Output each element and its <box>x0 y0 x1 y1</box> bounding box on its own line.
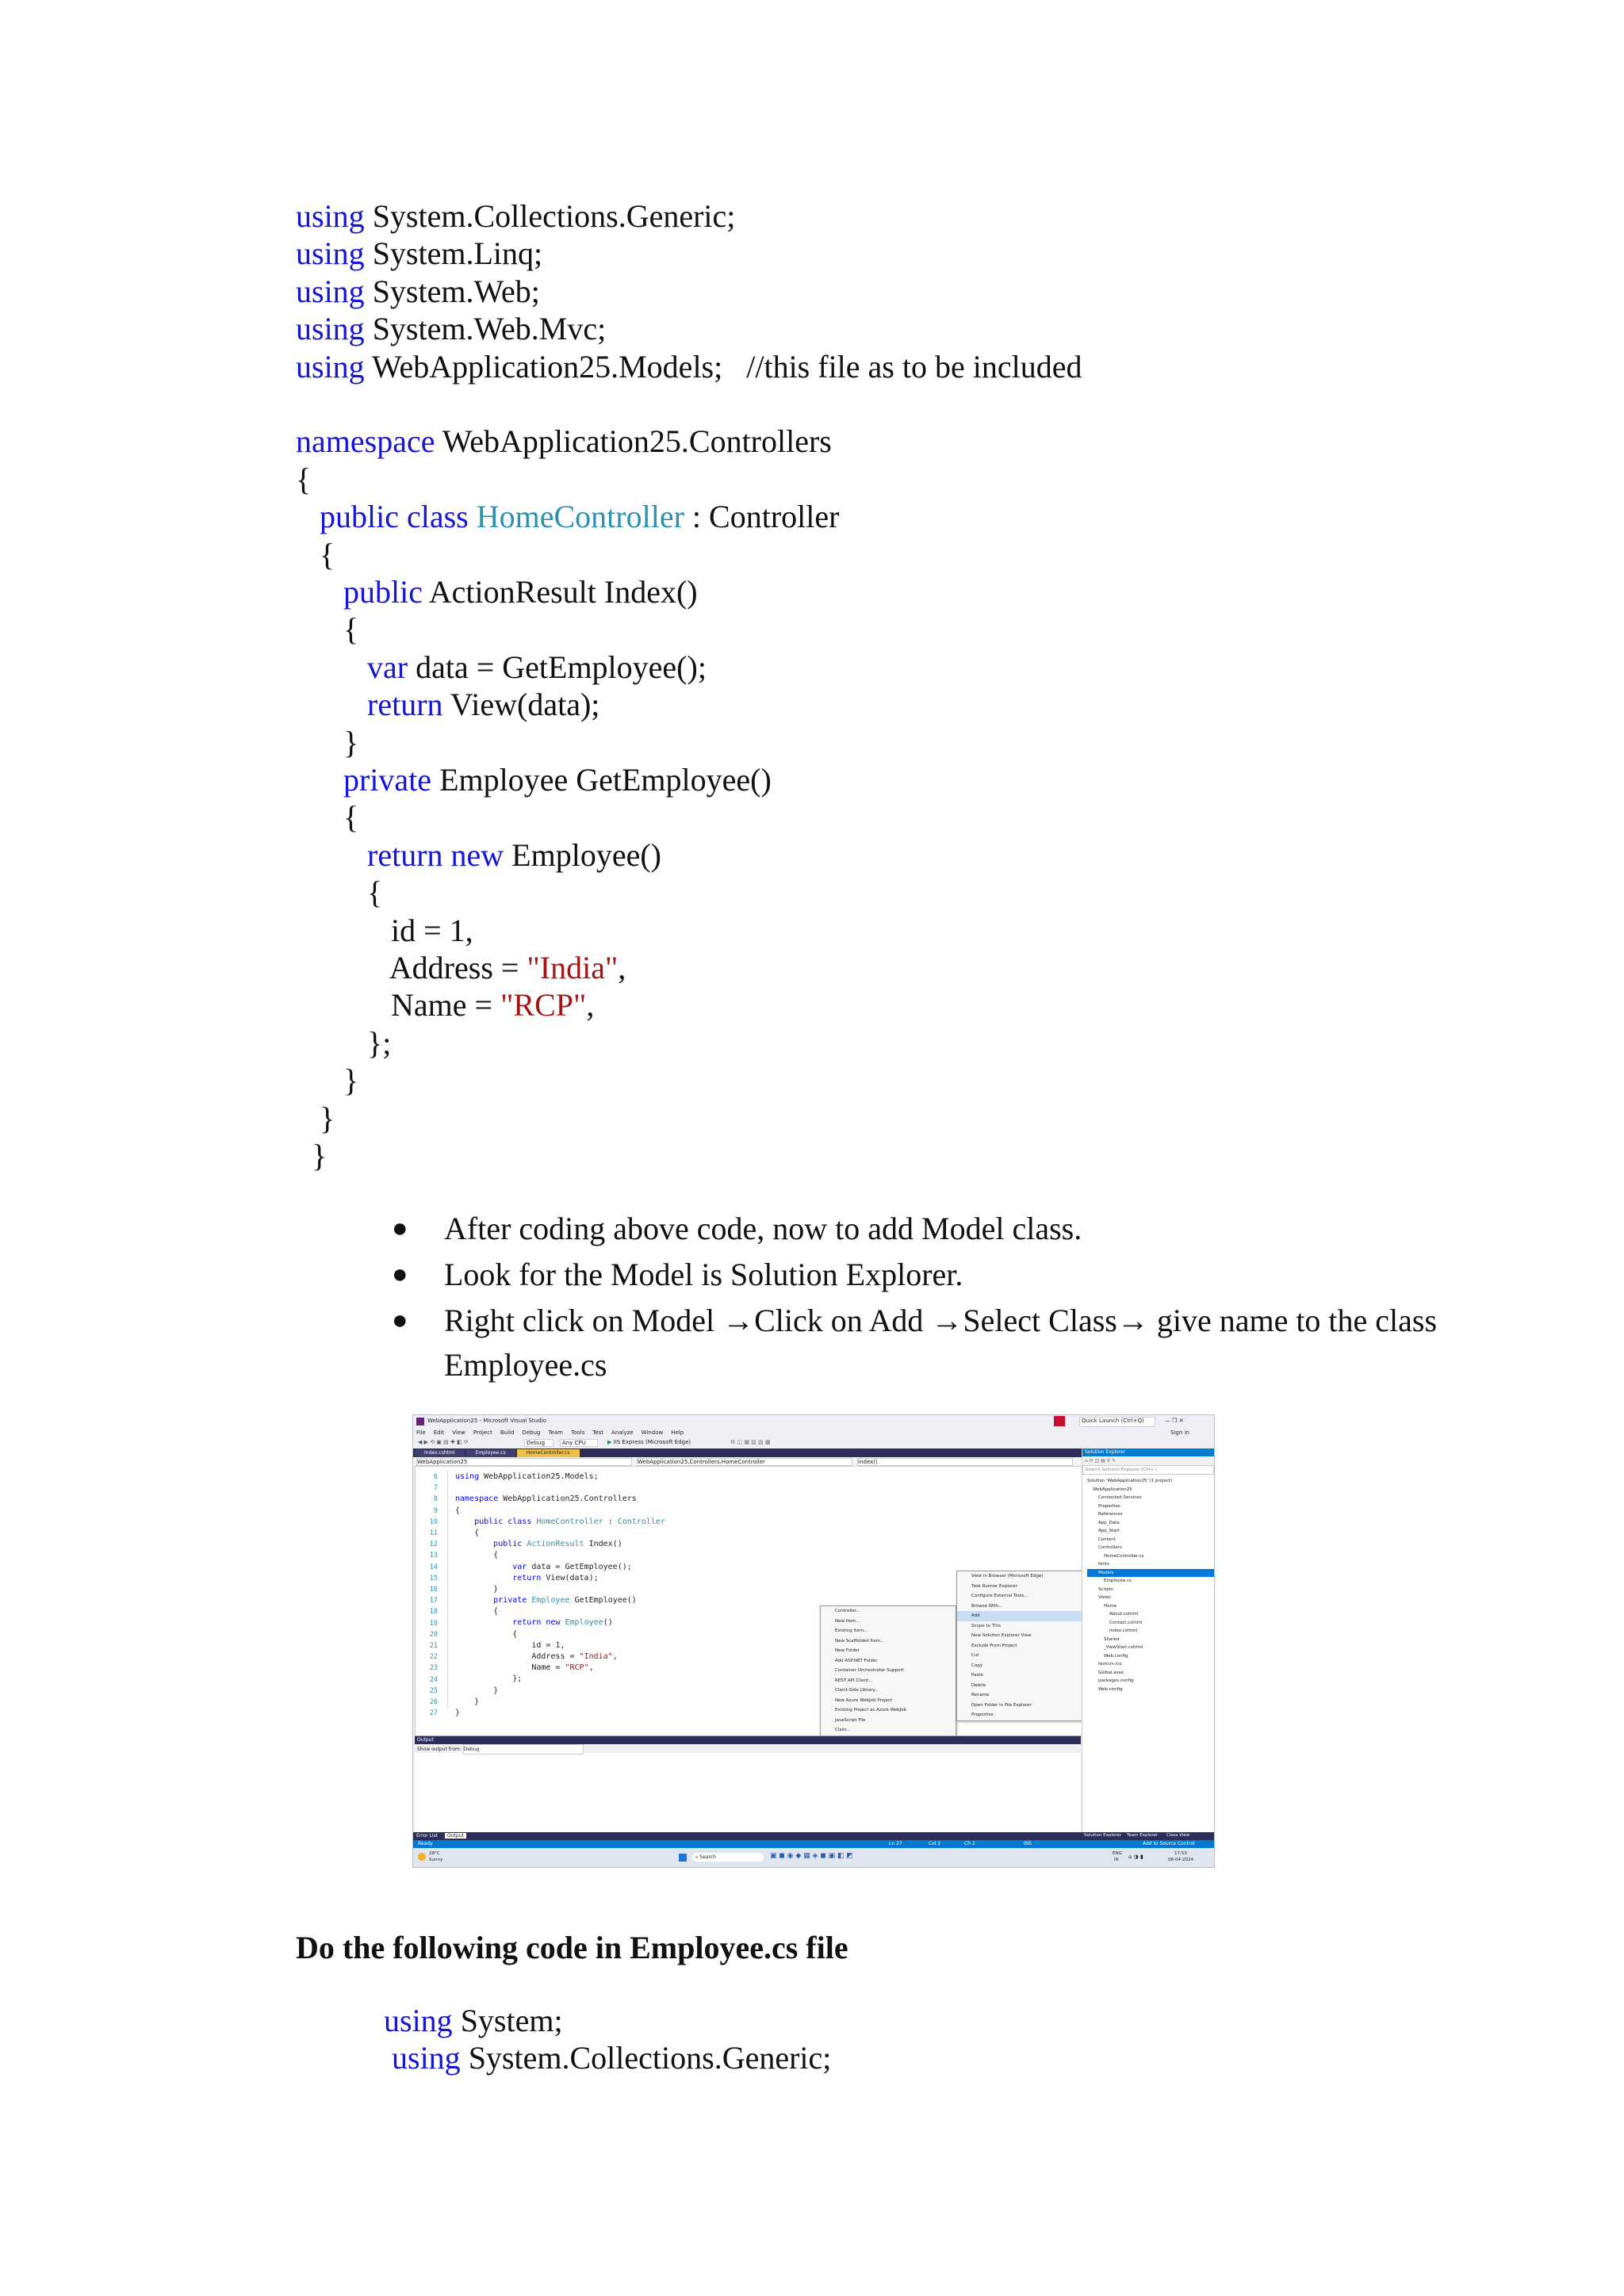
code-keyword: new <box>450 836 504 873</box>
tab-team-explorer[interactable]: Team Explorer <box>1127 1833 1159 1838</box>
code-keyword: private <box>343 762 432 798</box>
code-keyword: return <box>367 836 443 873</box>
code-keyword: var <box>367 649 408 685</box>
code-text: id = 1, <box>296 912 473 948</box>
editor-code-line: namespace WebApplication25.Controllers <box>455 1494 637 1504</box>
windows-start-icon[interactable] <box>679 1854 687 1862</box>
solution-tree-item[interactable]: favicon.ico <box>1098 1662 1122 1667</box>
code-text: Employee GetEmployee() <box>431 762 772 798</box>
code-keyword: using <box>296 348 365 385</box>
weather-icon <box>418 1853 426 1861</box>
status-line: Ln 27 <box>889 1841 902 1846</box>
code-text <box>296 574 343 610</box>
code-text <box>296 762 343 798</box>
code-text: Address = <box>296 950 527 985</box>
add-submenu-item[interactable]: Add ASP.NET Folder <box>835 1658 878 1663</box>
add-submenu-item[interactable]: Controller... <box>835 1609 860 1613</box>
code-text: System.Collections.Generic; <box>460 2040 832 2076</box>
toolbar-icons-2[interactable]: ⚙ ◫ ▦ ▧ ▨ ▩ <box>730 1439 771 1445</box>
code-line <box>296 950 626 987</box>
visual-studio-screenshot <box>412 1414 1215 1868</box>
code-line <box>296 349 1082 386</box>
solution-tree-item[interactable]: Web.config <box>1098 1686 1123 1692</box>
solution-tree-item[interactable]: Controllers <box>1098 1545 1122 1550</box>
code-line <box>296 1138 327 1175</box>
editor-code-line: { <box>455 1607 499 1617</box>
code-text: }; <box>296 1024 392 1061</box>
project-dropdown[interactable]: WebApplication25 <box>416 1458 632 1466</box>
vs-title-bar <box>413 1415 1214 1429</box>
code-line <box>296 1025 391 1062</box>
tray-icons[interactable]: ⌂ ◑ ▮ <box>1128 1854 1143 1860</box>
code-text: } <box>296 1062 359 1099</box>
tab-output[interactable]: Output <box>445 1833 466 1839</box>
solution-tree-item[interactable]: Properties <box>1098 1503 1120 1509</box>
context-menu-item[interactable]: Add <box>957 1611 1098 1621</box>
solution-tree-item[interactable]: Solution 'WebApplication25' (1 project) <box>1087 1479 1173 1483</box>
solution-toolbar[interactable]: ⌂ ⟳ ◫ ▤ ⚲ ✎ <box>1082 1456 1214 1465</box>
output-title: Output <box>415 1736 1081 1744</box>
solution-tree-item[interactable]: App_Start <box>1098 1529 1120 1533</box>
region-indicator: IN <box>1114 1858 1119 1862</box>
config-dropdown[interactable]: Debug <box>524 1439 553 1447</box>
add-submenu-item[interactable]: New Item... <box>835 1618 860 1624</box>
code-line <box>296 837 661 874</box>
editor-code-line: Address = "India", <box>455 1652 618 1661</box>
menu-edit[interactable]: Edit <box>433 1429 445 1436</box>
sign-in-link[interactable]: Sign in <box>1170 1429 1189 1436</box>
window-title: WebApplication25 - Microsoft Visual Studio <box>427 1418 546 1424</box>
code-text: Name = <box>296 987 501 1024</box>
solution-tree-item[interactable]: Home <box>1104 1603 1117 1609</box>
context-menu-item[interactable]: Rename <box>971 1693 990 1697</box>
code-line <box>296 987 594 1024</box>
code-keyword: namespace <box>296 423 435 460</box>
code-text: { <box>296 799 359 836</box>
instruction-list <box>389 1207 1443 1389</box>
context-menu-item[interactable]: Scope to This <box>971 1623 1002 1628</box>
solution-tree-item[interactable]: fonts <box>1098 1562 1109 1567</box>
context-menu-item[interactable]: Exclude From Project <box>971 1643 1017 1648</box>
menu-debug[interactable]: Debug <box>522 1429 541 1436</box>
solution-tree-item[interactable]: Scripts <box>1098 1586 1113 1592</box>
code-text: System.Web.Mvc; <box>364 311 607 347</box>
code-line <box>296 574 698 611</box>
line-numbers: 6 7 8 9 10 11 12 13 14 15 16 17 18 19 20 21 22 23 24 25 26 27 <box>429 1473 438 1718</box>
add-to-source-control[interactable]: Add to Source Control <box>1143 1841 1195 1846</box>
run-button[interactable]: ▶ IIS Express (Microsoft Edge) <box>607 1439 691 1445</box>
add-submenu-item[interactable]: Existing Project as Azure WebJob <box>835 1708 906 1712</box>
code-text: { <box>296 536 335 572</box>
status-column: Col 2 <box>929 1841 941 1846</box>
taskbar-search-label: Search <box>699 1854 716 1860</box>
code-text: , <box>618 950 626 985</box>
run-target-label: IIS Express (Microsoft Edge) <box>613 1439 691 1445</box>
menu-view[interactable]: View <box>452 1429 465 1436</box>
solution-tree[interactable] <box>1082 1475 1214 1693</box>
solution-tree-item[interactable]: Employee.cs <box>1104 1578 1132 1583</box>
code-text: ActionResult Index() <box>422 574 698 610</box>
output-panel <box>415 1735 1081 1833</box>
solution-tree-item[interactable]: Index.cshtml <box>1109 1628 1138 1633</box>
code-type: HomeController <box>476 499 684 535</box>
code-line <box>384 2040 831 2077</box>
add-submenu-item[interactable]: New Folder <box>835 1648 860 1653</box>
editor-code-line <box>455 1483 665 1494</box>
taskbar-apps[interactable]: ▣ ◼ ◉ ◆ ▦ ◈ ◼ ▣ ◧ ◩ <box>770 1852 853 1860</box>
code-line <box>296 198 735 235</box>
add-submenu-item[interactable]: Client-Side Library... <box>835 1688 879 1693</box>
code-line <box>296 274 540 311</box>
code-line <box>296 1100 335 1138</box>
code-keyword: using <box>296 198 365 234</box>
language-indicator[interactable]: ENG <box>1113 1851 1122 1856</box>
editor-code-line: return View(data); <box>512 1573 599 1582</box>
tab-homecontroller-cs[interactable]: HomeController.cs <box>517 1449 580 1457</box>
code-text: } <box>296 724 359 760</box>
add-submenu-item[interactable]: Class... <box>835 1728 851 1732</box>
class-dropdown[interactable]: WebApplication25.Controllers.HomeController <box>637 1458 852 1466</box>
code-keyword: using <box>296 311 365 347</box>
list-item-text: Look for the Model is Solution Explorer. <box>444 1257 963 1292</box>
code-text <box>296 837 367 873</box>
output-source-dropdown[interactable]: Debug <box>463 1744 584 1755</box>
editor-code-line: var data = GetEmployee(); <box>512 1562 632 1571</box>
window-controls[interactable]: — ❐ ✕ <box>1165 1418 1184 1424</box>
bullet-icon: ● <box>392 1214 408 1243</box>
code-line <box>296 611 358 649</box>
list-item-text: After coding above code, now to add Model class. <box>444 1211 1082 1246</box>
code-line <box>296 235 542 273</box>
solution-tree-item[interactable]: Contact.cshtml <box>1109 1620 1143 1625</box>
solution-tree-item[interactable]: Shared <box>1104 1636 1120 1642</box>
bullet-icon: ● <box>392 1306 408 1335</box>
solution-explorer-panel <box>1082 1448 1214 1845</box>
doc-tabs <box>415 1449 580 1457</box>
add-submenu-item[interactable]: Existing Item... <box>835 1628 868 1633</box>
code-line <box>296 311 606 348</box>
add-submenu-item[interactable]: New Azure WebJob Project <box>835 1697 893 1703</box>
solution-explorer-title: Solution Explorer <box>1082 1448 1214 1456</box>
editor-code-line: return new Employee() <box>512 1618 613 1628</box>
code-text <box>443 837 451 873</box>
tab-class-view[interactable]: Class View <box>1166 1833 1190 1838</box>
code-text: System; <box>452 2003 563 2038</box>
taskbar-search[interactable] <box>692 1853 764 1862</box>
solution-tree-item[interactable]: packages.config <box>1098 1678 1134 1683</box>
search-icon: ⌕ <box>695 1854 699 1860</box>
tab-employee-cs[interactable]: Employee.cs <box>466 1449 515 1457</box>
menu-file[interactable]: File <box>416 1429 426 1436</box>
solution-tree-item[interactable]: Views <box>1098 1595 1111 1600</box>
menu-test[interactable]: Test <box>592 1429 604 1436</box>
context-menu-item[interactable]: Copy <box>971 1663 982 1668</box>
editor-code-line: }; <box>455 1674 523 1684</box>
editor-code-line: public class HomeController : Controller <box>474 1517 665 1526</box>
code-keyword: using <box>384 2040 461 2076</box>
context-menu <box>956 1571 1099 1721</box>
code-text <box>296 499 320 534</box>
bottom-tab-strip <box>413 1832 1214 1840</box>
status-bar <box>413 1840 1214 1848</box>
list-item <box>389 1207 1443 1251</box>
code-text: , <box>586 987 595 1024</box>
toolbar-icons[interactable]: ◀ ▶ ⟲ ▣ ▤ ✚ ◧ ⟳ <box>418 1439 469 1445</box>
code-text: WebApplication25.Models; //this file as to be included <box>364 348 1082 385</box>
solution-search-input[interactable]: Search Solution Explorer (Ctrl+;) <box>1082 1465 1214 1475</box>
add-submenu-item[interactable]: JavaScript File <box>835 1717 866 1723</box>
menu-project[interactable]: Project <box>473 1429 492 1436</box>
code-keyword: public <box>343 574 423 610</box>
code-line <box>296 649 707 687</box>
code-line <box>296 1062 358 1100</box>
windows-taskbar <box>413 1848 1214 1867</box>
vs-logo-icon <box>416 1418 424 1425</box>
code-text: System.Linq; <box>364 235 543 272</box>
solution-tree-item[interactable]: Connected Services <box>1098 1495 1142 1500</box>
vs-toolbar <box>413 1437 1214 1449</box>
code-text: } <box>296 1138 327 1173</box>
bullet-icon: ● <box>392 1260 408 1289</box>
code-text: System.Web; <box>364 273 540 309</box>
context-menu-item[interactable]: Configure External Tools... <box>971 1594 1028 1598</box>
editor-code-line: } <box>455 1686 499 1695</box>
editor-code-line: } <box>455 1697 480 1706</box>
code-line <box>296 461 311 499</box>
solution-tree-item[interactable]: HomeController.cs <box>1104 1553 1144 1559</box>
code-string: "RCP" <box>500 987 587 1024</box>
code-line <box>296 537 335 574</box>
solution-tree-item[interactable]: WebApplication25 <box>1093 1487 1132 1492</box>
list-item-text: Right click on Model →Click on Add →Select Class→ give name to the class Employee.cs <box>444 1303 1438 1383</box>
menu-build[interactable]: Build <box>500 1429 515 1436</box>
add-submenu <box>820 1605 956 1736</box>
context-menu-item[interactable]: Browse With... <box>971 1603 1003 1609</box>
editor-code-line: } <box>455 1708 461 1717</box>
editor-code-line: { <box>455 1629 518 1639</box>
code-line <box>296 799 358 836</box>
context-menu-item[interactable]: Open Folder in File Explorer <box>971 1702 1032 1708</box>
context-menu-item[interactable]: Task Runner Explorer <box>971 1583 1017 1589</box>
outline-margin <box>447 1471 449 1709</box>
weather-desc: Sunny <box>429 1858 443 1862</box>
code-keyword: return <box>367 687 443 723</box>
menu-tools[interactable]: Tools <box>570 1429 585 1436</box>
output-source-label: Show output from: <box>417 1747 462 1752</box>
editor-code-line: } <box>455 1584 499 1594</box>
menu-analyze[interactable]: Analyze <box>611 1429 634 1436</box>
section-heading: Do the following code in Employee.cs file <box>296 1930 848 1965</box>
code-keyword: public class <box>320 499 469 535</box>
code-line <box>296 762 772 799</box>
list-item <box>389 1253 1443 1297</box>
editor-code-line: { <box>455 1551 499 1560</box>
solution-tree-item[interactable]: _ViewStart.cshtml <box>1104 1645 1143 1650</box>
editor-code-line: private Employee GetEmployee() <box>493 1596 637 1605</box>
solution-tree-item[interactable]: About.cshtml <box>1109 1612 1139 1617</box>
editor-code-line: { <box>455 1528 480 1537</box>
code-string: "India" <box>527 950 619 985</box>
add-submenu-item[interactable]: New Scaffolded Item... <box>835 1638 885 1644</box>
code-text[interactable] <box>455 1471 665 1719</box>
menu-help[interactable]: Help <box>671 1429 684 1436</box>
solution-tree-item[interactable]: Content <box>1098 1536 1116 1542</box>
menu-items <box>416 1429 684 1436</box>
code-line <box>296 725 358 762</box>
editor-code-line: using WebApplication25.Models; <box>455 1472 599 1481</box>
context-menu-item[interactable]: View in Browser (Microsoft Edge) <box>971 1574 1044 1578</box>
code-text <box>469 499 477 534</box>
vs-menu-bar <box>413 1428 1214 1437</box>
list-item <box>389 1299 1443 1387</box>
code-keyword: using <box>296 273 365 309</box>
context-menu-item[interactable]: New Solution Explorer View <box>971 1633 1032 1638</box>
add-submenu-item[interactable]: REST API Client... <box>835 1678 873 1683</box>
code-text: { <box>296 461 312 497</box>
clock-time: 17:53 <box>1174 1851 1187 1856</box>
code-text: : Controller <box>684 499 840 535</box>
solution-tree-item[interactable]: Models <box>1087 1569 1214 1578</box>
editor-code-line: Name = "RCP", <box>455 1663 594 1673</box>
tab-index-cshtml[interactable]: Index.cshtml <box>415 1449 465 1457</box>
code-text <box>296 687 367 722</box>
code-text: data = GetEmployee(); <box>408 649 707 685</box>
code-line <box>296 874 382 912</box>
context-menu-item[interactable]: Delete <box>971 1682 986 1688</box>
code-keyword: using <box>384 2003 453 2038</box>
tab-solution-explorer[interactable]: Solution Explorer <box>1084 1833 1122 1838</box>
code-line <box>296 499 839 536</box>
status-char: Ch 2 <box>964 1841 975 1846</box>
code-text: Employee() <box>504 836 661 873</box>
solution-tree-item[interactable]: Global.asax <box>1098 1670 1124 1675</box>
context-menu-item[interactable]: Cut <box>971 1653 979 1658</box>
output-toolbar <box>415 1744 1081 1753</box>
member-dropdown[interactable]: Index() <box>857 1458 1073 1466</box>
code-text: { <box>296 611 359 648</box>
code-text: WebApplication25.Controllers <box>435 423 832 460</box>
code-line <box>384 2003 563 2040</box>
platform-dropdown[interactable]: Any CPU <box>560 1439 598 1447</box>
code-line <box>296 423 832 461</box>
menu-window[interactable]: Window <box>641 1429 664 1436</box>
tab-error-list[interactable]: Error List <box>416 1833 439 1839</box>
code-text: System.Collections.Generic; <box>364 198 736 234</box>
quick-launch-input[interactable]: Quick Launch (Ctrl+Q) <box>1079 1417 1155 1427</box>
solution-tree-item[interactable]: App_Data <box>1098 1520 1120 1525</box>
code-keyword: using <box>296 235 365 272</box>
context-menu-item[interactable]: Paste <box>971 1673 983 1678</box>
editor-code-line: public ActionResult Index() <box>493 1540 622 1549</box>
context-menu-item[interactable]: Properties <box>971 1712 994 1717</box>
code-text: } <box>296 1100 335 1136</box>
code-text: { <box>296 874 383 911</box>
notification-icon[interactable] <box>1054 1416 1065 1426</box>
weather-temp: 28°C <box>429 1851 440 1856</box>
clock-date: 08-04-2024 <box>1168 1858 1193 1862</box>
solution-tree-item[interactable]: References <box>1098 1512 1123 1517</box>
status-insert-mode: INS <box>1024 1841 1032 1846</box>
status-ready: Ready <box>418 1841 433 1846</box>
editor-code-line: { <box>455 1506 461 1515</box>
code-text: View(data); <box>442 687 600 723</box>
add-submenu-item[interactable]: Container Orchestrator Support <box>835 1668 904 1673</box>
menu-team[interactable]: Team <box>548 1429 563 1436</box>
code-text <box>296 649 367 685</box>
code-line <box>296 687 599 724</box>
code-line <box>296 913 473 950</box>
editor-code-line: id = 1, <box>455 1640 565 1650</box>
solution-tree-item[interactable]: Web.config <box>1104 1653 1128 1659</box>
